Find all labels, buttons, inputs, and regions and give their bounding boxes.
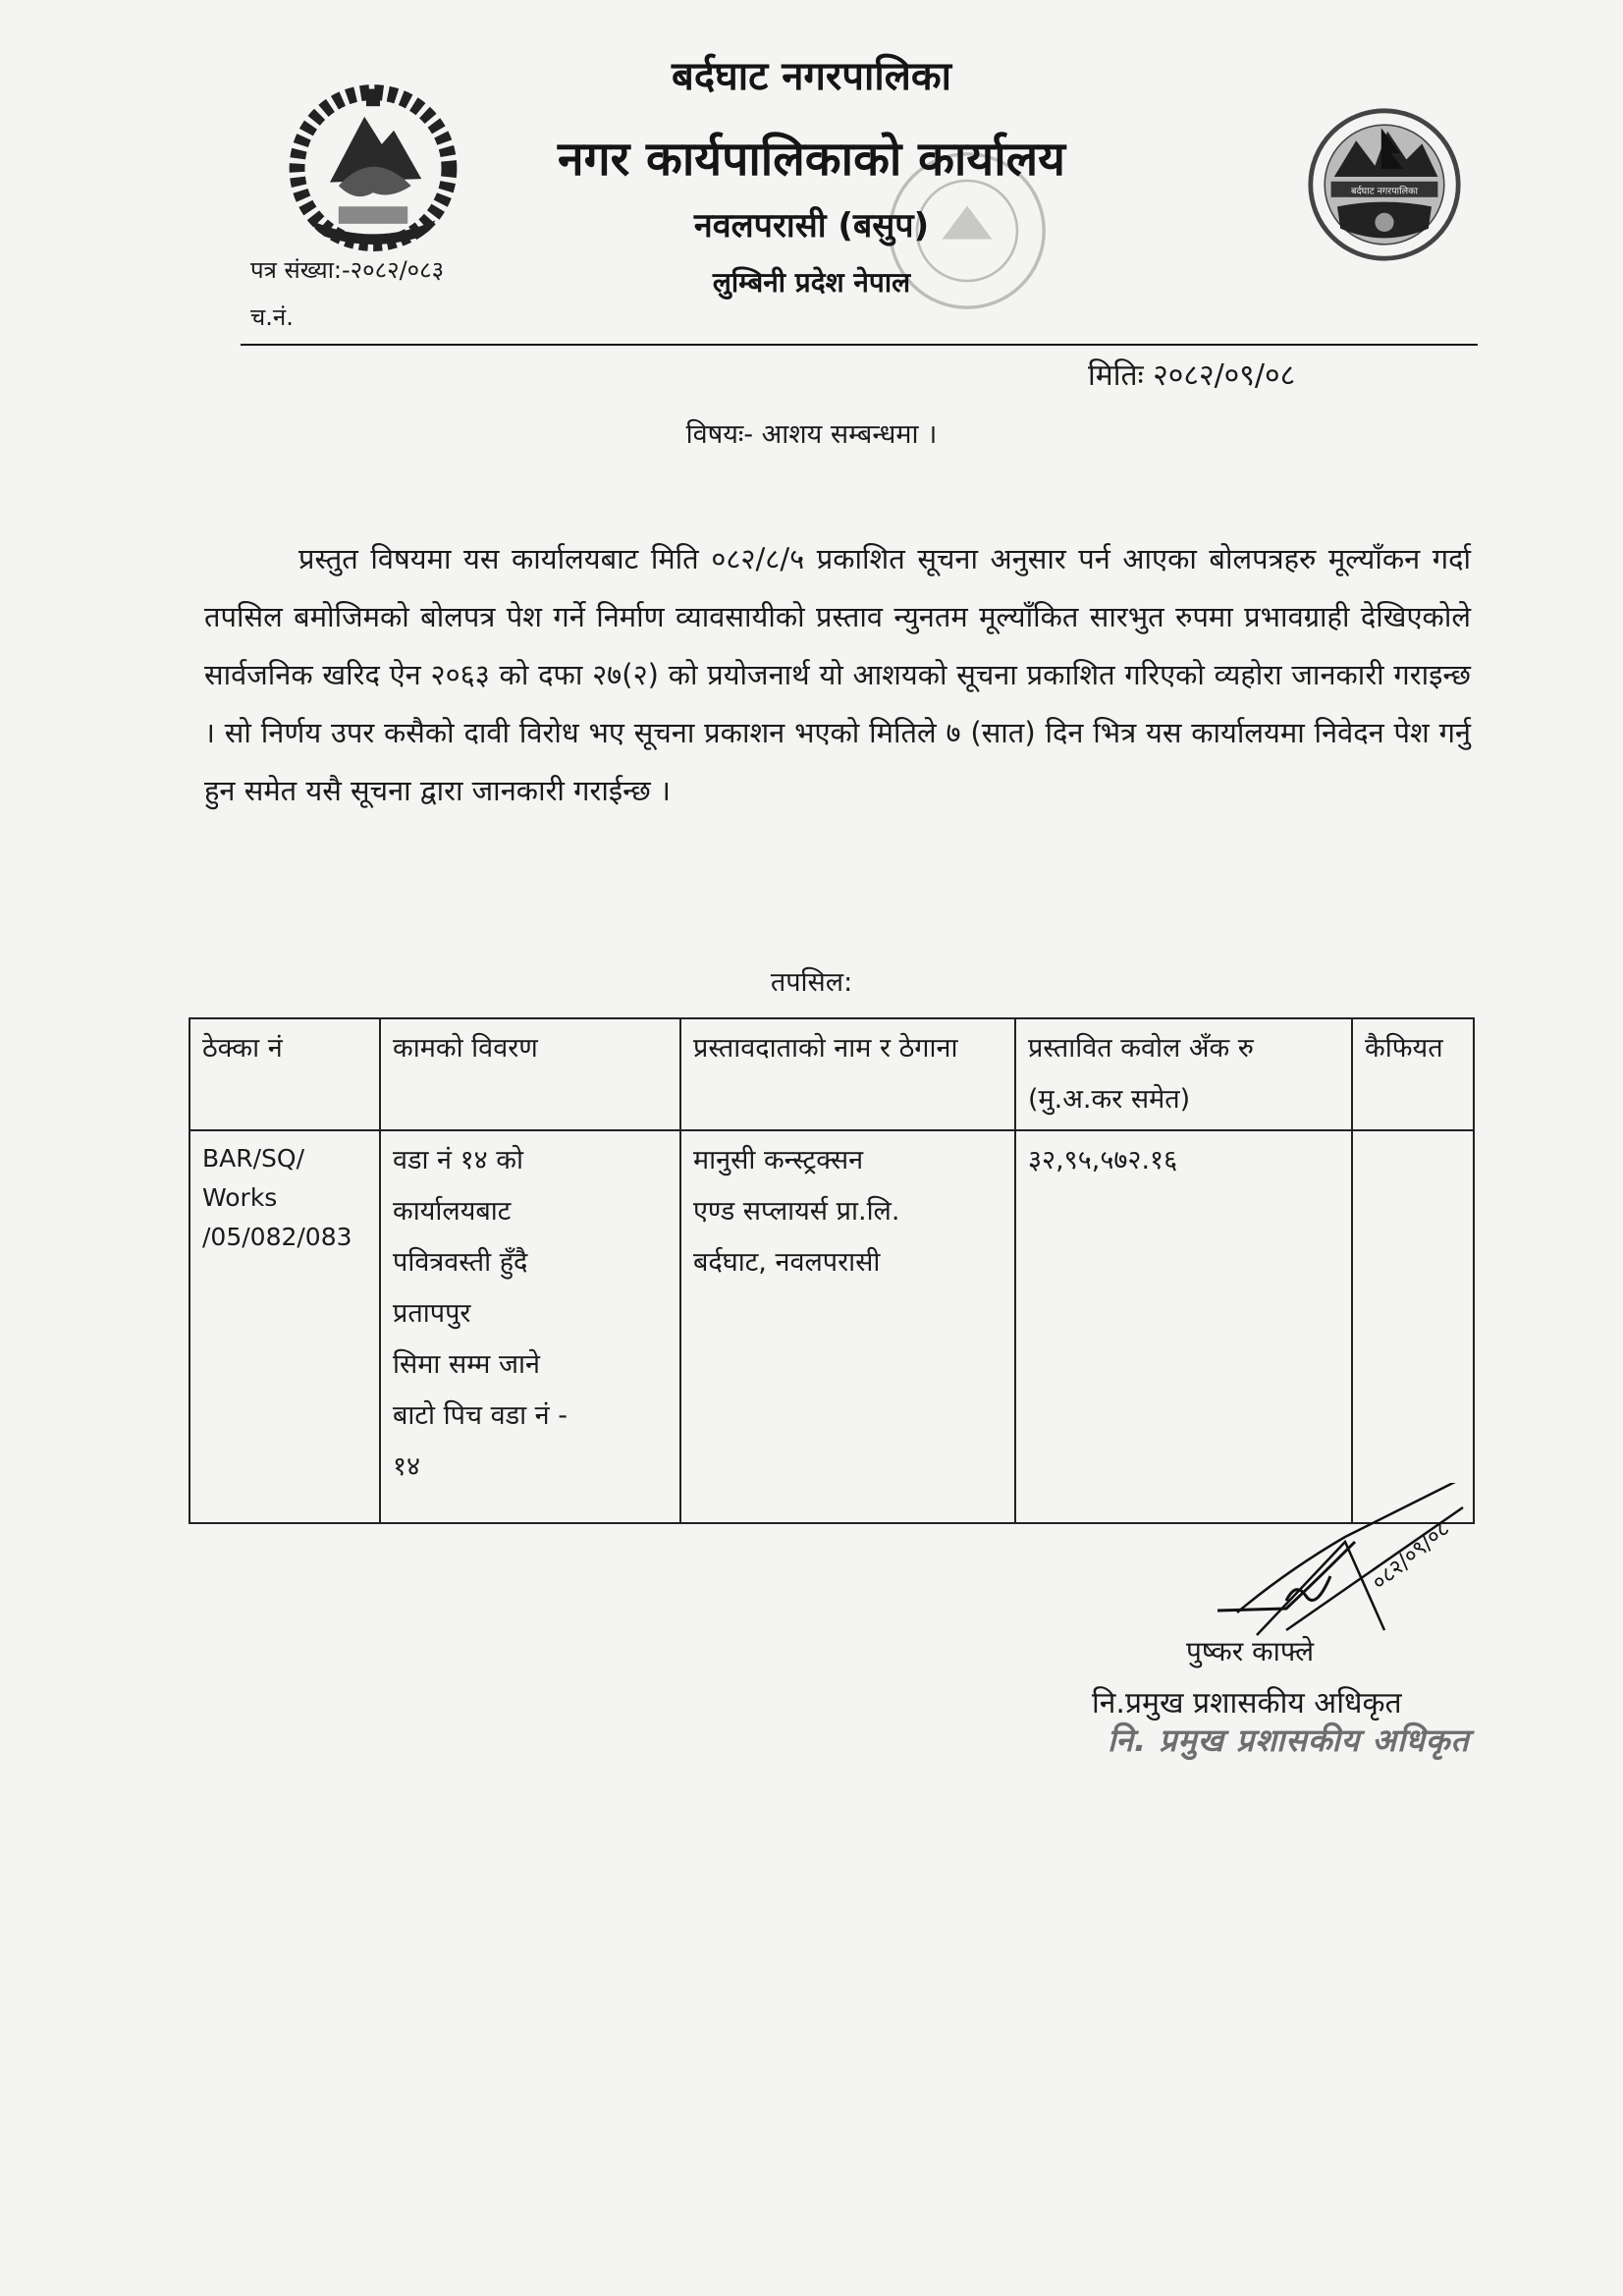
cell-remarks xyxy=(1352,1130,1474,1523)
municipality-name: बर्दघाट नगरपालिका xyxy=(672,54,951,99)
handwritten-signature xyxy=(1198,1483,1492,1650)
header-contract-no: ठेक्का नं xyxy=(189,1018,380,1130)
bid-details-table xyxy=(189,1017,1475,1524)
contract-number: BAR/SQ/ Works /05/082/083 xyxy=(202,1144,352,1251)
dispatch-number: च.नं. xyxy=(250,303,294,331)
cell-contract-no xyxy=(189,1130,380,1523)
cell-work-description: वडा नं १४ को कार्यालयबाट पवित्रवस्ती हुँदै प्रतापपुर सिमा सम्म जाने बाटो पिच वडा नं - १४ xyxy=(380,1130,680,1523)
subject-line: विषयः- आशय सम्बन्धमा । xyxy=(685,419,938,450)
header-bid-amount: प्रस्तावित कवोल अँक रु (मु.अ.कर समेत) xyxy=(1015,1018,1352,1130)
details-heading: तपसिल: xyxy=(770,967,853,998)
province-name: लुम्बिनी प्रदेश नेपाल xyxy=(712,266,911,299)
letter-date: मितिः २०८२/०९/०८ xyxy=(1088,358,1296,393)
cell-bid-amount: ३२,९५,५७२.१६ xyxy=(1015,1130,1352,1523)
cell-bidder: मानुसी कन्स्ट्रक्सन एण्ड सप्लायर्स प्रा.लि. बर्दघाट, नवलपरासी xyxy=(680,1130,1015,1523)
letter-number: पत्र संख्या:-२०८२/०८३ xyxy=(250,256,445,284)
header-bidder-name-address: प्रस्तावदाताको नाम र ठेगाना xyxy=(680,1018,1015,1130)
designation-stamp: नि. प्रमुख प्रशासकीय अधिकृत xyxy=(1108,1722,1470,1759)
table-header-row xyxy=(189,1018,1474,1130)
header-remarks: कैफियत xyxy=(1352,1018,1474,1130)
signatory-name: पुष्कर काफ्ले xyxy=(1186,1635,1315,1667)
district-name: नवलपरासी (बसुप) xyxy=(693,206,930,246)
signatory-designation: नि.प्रमुख प्रशासकीय अधिकृत xyxy=(1092,1686,1402,1721)
office-name: नगर कार्यपालिकाको कार्यालय xyxy=(557,132,1066,187)
signature-date: ०८२/०९/०८ xyxy=(1367,1516,1455,1596)
header-work-description: कामको विवरण xyxy=(380,1018,680,1130)
body-paragraph: प्रस्तुत विषयमा यस कार्यालयबाट मिति ०८२/८/५ प्रकाशित सूचना अनुसार पर्न आएका बोलपत्रहरु मूल्याँकन गर्दा तपसिल बमोजिमको बोलपत्र पेश गर्ने निर्माण व्यावसायीको प्रस्ताव न्युनतम मूल्याँकित सारभुत रुपमा प्रभावग्राही देखिएकोले सार्वजनिक खरिद ऐन २०६३ को दफा २७(२) को प्रयोजनार्थ यो आशयको सूचना प्रकाशित गरिएको व्यहोरा जानकारी गराइन्छ । सो निर्णय उपर कसैको दावी विरोध भए सूचना प्रकाशन भएको मितिले ७ (सात) दिन भित्र यस कार्यालयमा निवेदन पेश गर्नु हुन समेत यसै सूचना द्वारा जानकारी गराईन्छ । xyxy=(204,542,1471,807)
letter-body xyxy=(204,530,1471,820)
svg-text:बर्दघाट नगरपालिका: बर्दघाट नगरपालिका xyxy=(1350,186,1419,197)
header-divider xyxy=(241,344,1478,346)
table-row xyxy=(189,1130,1474,1523)
